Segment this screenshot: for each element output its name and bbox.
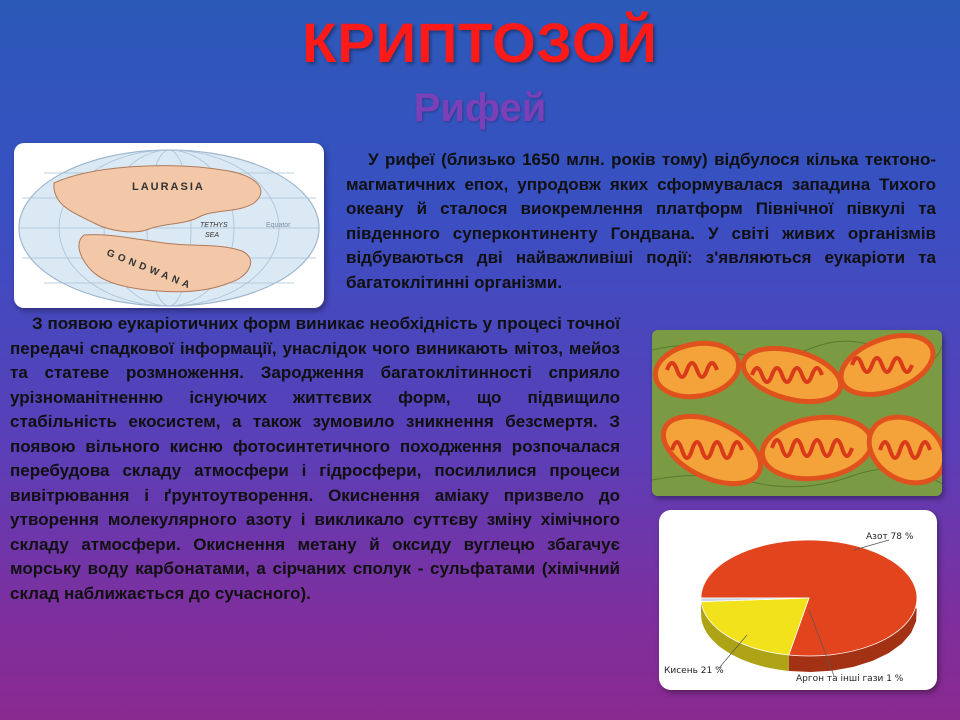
- pie-label-oxygen: Кисень 21 %: [664, 666, 724, 676]
- slide-title: КРИПТОЗОЙ: [302, 11, 658, 74]
- map-label-sea: SEA: [205, 232, 220, 239]
- atmosphere-pie-card: [659, 510, 937, 690]
- eukaryote-description: З появою еукаріотичних форм виникає необхідність у процесі точної передачі спадкової інформації, унаслідок чого виникають мітоз, мейоз та статеве розмноження. Зародження багатоклітинності сприяло урізноманітненню існуючих життєвих форм, що підвищило стабільність екосистем, а також зумовило зникнення безсмертя. З появою вільного кисню фотосинтетичного походження розпочалася перебудова складу атмосфери і гідросфери, посилилися процеси вивітрювання і ґрунтоутворення. Окиснення аміаку призвело до утворення молекулярного азоту і викликало суттєву зміну хімічного складу атмосфери. Окиснення метану й оксиду вуглецю збагачує морську воду карбонатами, а сірчаних сполук - сульфатами (хімічний склад наближається до сучасного).: [10, 314, 620, 603]
- pie-label-nitrogen: Азот 78 %: [866, 532, 914, 542]
- rifei-description: У рифеї (близько 1650 млн. років тому) відбулося кілька тектоно-магматичних епох, упродовж яких сформувалася западина Тихого океану й сталося виокремлення платформ Північної півкулі та південного суперконтиненту Гондвана. У світі живих організмів відбуваються дві найважливіші події: з'являються еукаріоти та багатоклітинні організми.: [346, 150, 936, 292]
- pangaea-map-graphic: [14, 143, 324, 308]
- slide-subtitle: Рифей: [413, 86, 547, 130]
- map-label-laurasia: LAURASIA: [132, 181, 205, 193]
- map-label-tethys: TETHYS: [200, 222, 228, 229]
- pie-label-argon: Аргон та інші гази 1 %: [796, 674, 904, 684]
- map-label-gondwana: GONDWANA: [104, 247, 195, 293]
- pangaea-map: [14, 143, 324, 308]
- mitochondria-image: [652, 330, 942, 496]
- map-label-equator: Equator: [266, 222, 291, 229]
- mitochondria-graphic: [652, 330, 942, 496]
